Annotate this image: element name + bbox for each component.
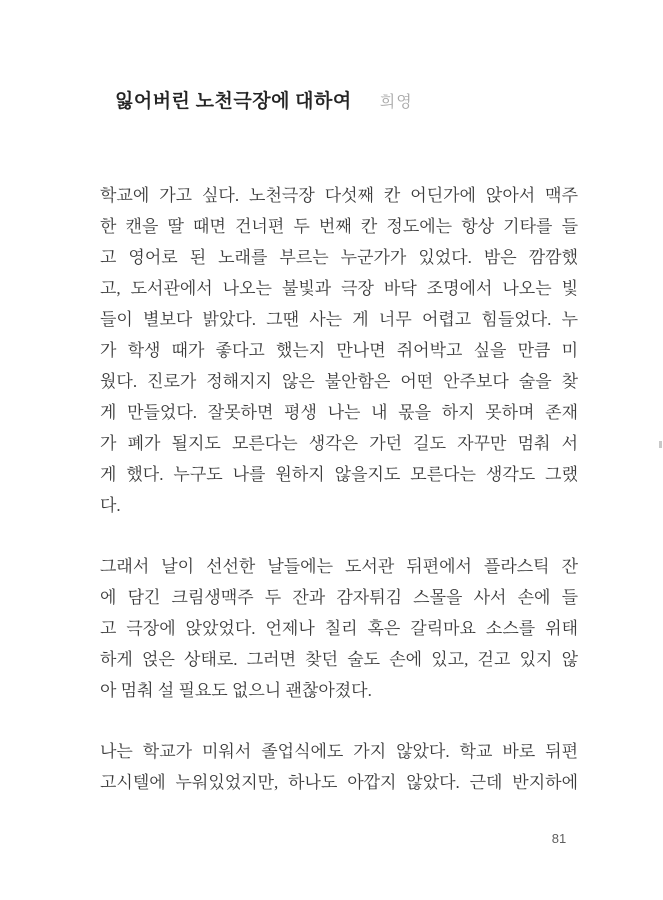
text-line: 가 학생 때가 좋다고 했는지 만나면 쥐어박고 싶을 만큼 미 [100,341,578,360]
text-line: 학교에 가고 싶다. 노천극장 다섯째 칸 어딘가에 앉아서 맥주 [100,186,578,205]
text-line: 하게 얹은 상태로. 그러면 찾던 술도 손에 있고, 걷고 있지 않 [100,650,578,669]
text-line: 고 영어로 된 노래를 부르는 누군가가 있었다. 밤은 깜깜했 [100,248,578,267]
essay-header [115,86,585,113]
text-line: 웠다. 진로가 정해지지 않은 불안함은 어떤 안주보다 술을 찾 [100,372,578,391]
text-line: 들이 별보다 밝았다. 그땐 사는 게 너무 어렵고 힘들었다. 누 [100,310,578,329]
essay-title: 잃어버린 노천극장에 대하여 [115,91,352,112]
text-line: 게 만들었다. 잘못하면 평생 나는 내 몫을 하지 못하며 존재 [100,403,578,422]
essay-body [100,180,578,828]
essay-author: 희영 [379,94,413,111]
text-line: 가 폐가 될지도 모른다는 생각은 가던 길도 자꾸만 멈춰 서 [100,434,578,453]
page-edge-artifact [659,441,662,448]
paragraph-1 [100,180,578,521]
text-line: 아 멈춰 설 필요도 없으니 괜찮아졌다. [100,681,372,700]
text-line: 나는 학교가 미워서 졸업식에도 가지 않았다. 학교 바로 뒤편 [100,742,578,761]
text-line: 게 했다. 누구도 나를 원하지 않을지도 모른다는 생각도 그랬 [100,465,578,484]
text-line: 에 담긴 크림생맥주 두 잔과 감자튀김 스몰을 사서 손에 들 [100,588,578,607]
paragraph-3 [100,736,578,798]
text-line: 그래서 날이 선선한 날들에는 도서관 뒤편에서 플라스틱 잔 [100,557,578,576]
text-line: 다. [100,496,121,515]
paragraph-2 [100,551,578,706]
text-line: 고, 도서관에서 나오는 불빛과 극장 바닥 조명에서 나오는 빛 [100,279,578,298]
text-line: 고시텔에 누워있었지만, 하나도 아깝지 않았다. 근데 반지하에 [100,773,578,792]
page-number: 81 [551,831,567,846]
text-line: 한 캔을 딸 때면 건너편 두 번째 칸 정도에는 항상 기타를 들 [100,217,578,236]
text-line: 고 극장에 앉았었다. 언제나 칠리 혹은 갈릭마요 소스를 위태 [100,619,578,638]
